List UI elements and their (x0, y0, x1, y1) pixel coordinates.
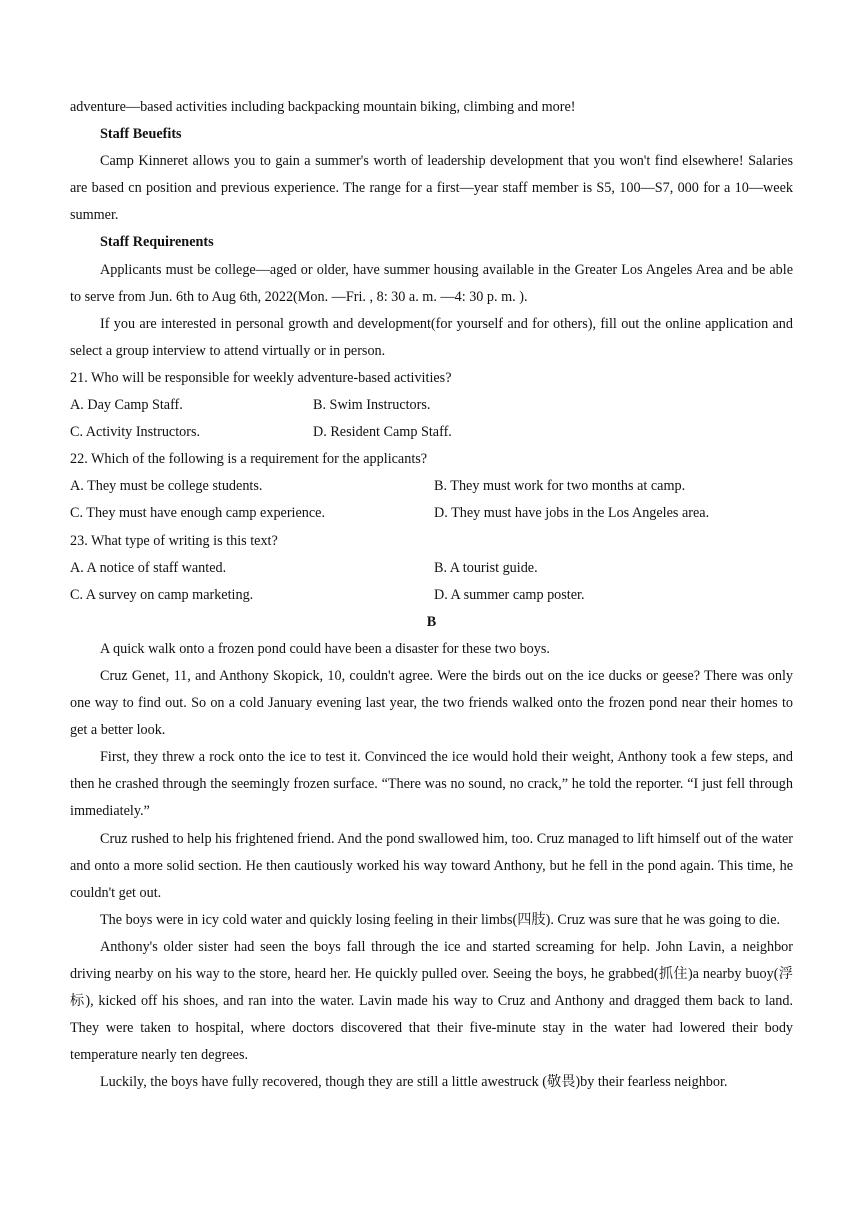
option-c: C. Activity Instructors. (70, 424, 201, 441)
apply-text: If you are interested in personal growth and development(for yourself and for others), fill out the online application and select a group interview to attend virtually or in person. (70, 315, 793, 359)
option-row (70, 392, 793, 419)
option-d: D. A summer camp poster. (434, 586, 585, 603)
question-stem: 21. Who will be responsible for weekly adventure-based activities? (70, 369, 452, 386)
benefits-heading: Staff Beuefits (100, 126, 182, 143)
passage-b-paragraph: Cruz Genet, 11, and Anthony Skopick, 10, couldn't agree. Were the birds out on the ice ducks or geese? There was only one way to find out. So on a cold January evening last year, the two friends walked onto the frozen pond near their homes to get a better look. (70, 667, 793, 739)
option-b: B. Swim Instructors. (313, 397, 431, 414)
option-row (70, 419, 793, 446)
benefits-text: Camp Kinneret allows you to gain a summer's worth of leadership development that you won't find elsewhere! Salaries are based cn position and previous experience. The range for a first—year staff member is S5, 100—S7, 000 for a 10—week summer. (70, 153, 793, 224)
option-d: D. Resident Camp Staff. (313, 424, 452, 441)
requirements-text: Applicants must be college—aged or older, have summer housing available in the Greater Los Angeles Area and be able to serve from Jun. 6th to Aug 6th, 2022(Mon. —Fri. , 8: 30 a. m. —4: 30 p. m. ). (70, 261, 793, 305)
option-row (70, 582, 793, 609)
option-d: D. They must have jobs in the Los Angeles area. (434, 505, 710, 522)
passage-b-body (70, 636, 793, 1097)
option-row (70, 473, 793, 500)
passage-b-label: B (426, 613, 437, 630)
option-b: B. A tourist guide. (434, 559, 538, 576)
option-a: A. A notice of staff wanted. (70, 559, 227, 576)
requirements-heading: Staff Requirenents (100, 234, 214, 251)
passage-b-paragraph: The boys were in icy cold water and quickly losing feeling in their limbs(四肢). Cruz was sure that he was going to die. (100, 911, 781, 928)
option-a: A. Day Camp Staff. (70, 397, 183, 414)
option-b: B. They must work for two months at camp. (434, 478, 686, 495)
passage-b-paragraph: A quick walk onto a frozen pond could have been a disaster for these two boys. (100, 640, 550, 657)
option-row (70, 500, 793, 527)
passage-b-paragraph: First, they threw a rock onto the ice to test it. Convinced the ice would hold their weight, Anthony took a few steps, and then he crashed through the seemingly frozen surface. “There was no sound, no crack,” he told the reporter. “I just fell through immediately.” (70, 749, 793, 820)
passage-a-continuation: adventure—based activities including backpacking mountain biking, climbing and more! (70, 99, 576, 115)
passage-b-paragraph: Luckily, the boys have fully recovered, though they are still a little awestruck (敬畏)by their fearless neighbor. (100, 1074, 728, 1091)
document-page (70, 94, 793, 1096)
question-stem: 22. Which of the following is a requirement for the applicants? (70, 451, 428, 468)
question-stem: 23. What type of writing is this text? (70, 532, 278, 549)
benefits-paragraph (70, 148, 793, 229)
requirements-paragraph (70, 257, 793, 311)
apply-paragraph (70, 311, 793, 365)
option-row (70, 555, 793, 582)
option-c: C. A survey on camp marketing. (70, 586, 254, 603)
passage-b-paragraph: Anthony's older sister had seen the boys fall through the ice and started screaming for help. John Lavin, a neighbor driving nearby on his way to the store, heard her. He quickly pulled over. Seeing the boys, he grabbed(抓住)a nearby buoy(浮标), kicked off his shoes, and ran into the water. Lavin made his way to Cruz and Anthony and dragged them back to land. They were taken to hospital, where doctors discovered that their five-minute stay in the water had lowered their body temperature nearly ten degrees. (70, 938, 793, 1064)
passage-b-paragraph: Cruz rushed to help his frightened friend. And the pond swallowed him, too. Cruz managed to lift himself out of the water and onto a more solid section. He then cautiously worked his way toward Anthony, but he fell in the pond again. This time, he couldn't get out. (70, 830, 793, 901)
option-c: C. They must have enough camp experience. (70, 505, 326, 522)
option-a: A. They must be college students. (70, 478, 263, 495)
